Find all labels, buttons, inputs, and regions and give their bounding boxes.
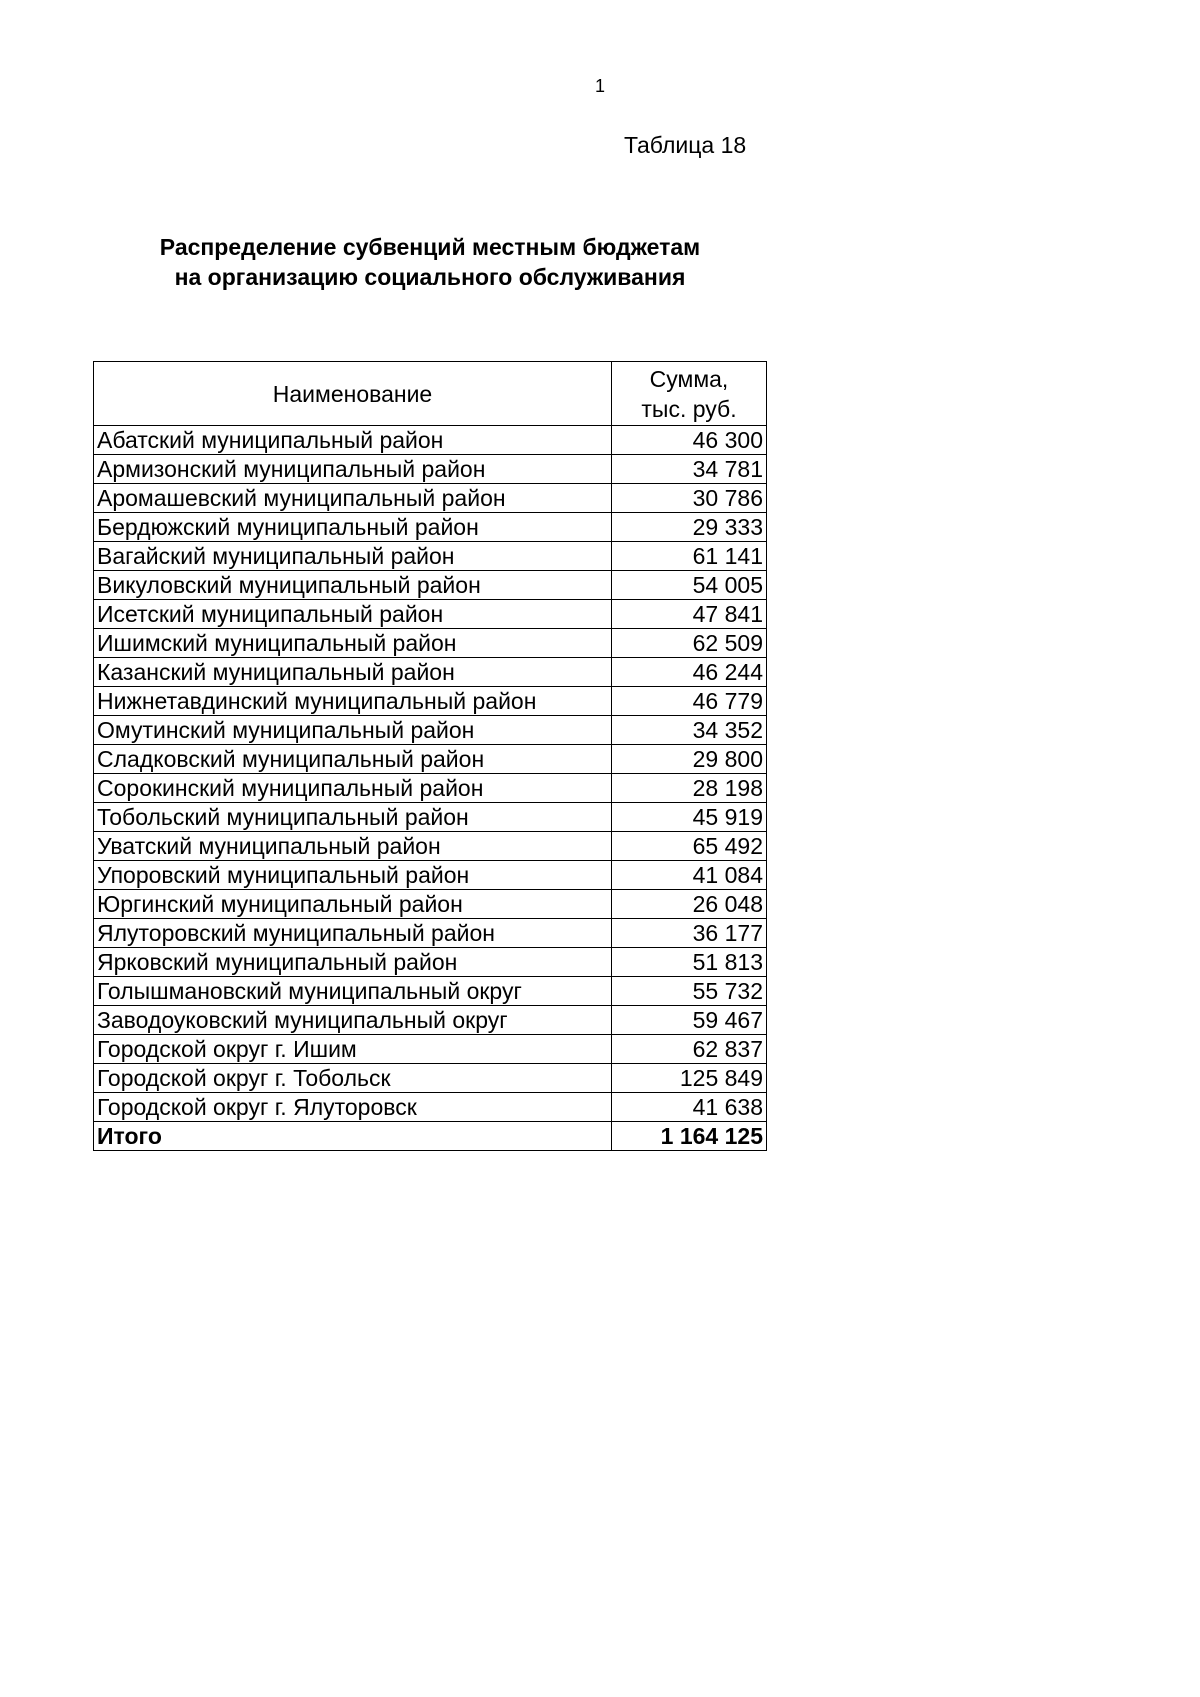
table-row [94,629,767,658]
table-row [94,484,767,513]
row-sum: 26 048 [612,890,767,919]
row-name: Голышмановский муниципальный округ [94,977,612,1006]
row-name: Юргинский муниципальный район [94,890,612,919]
row-sum: 41 084 [612,861,767,890]
table-row [94,977,767,1006]
row-name: Ишимский муниципальный район [94,629,612,658]
row-name: Викуловский муниципальный район [94,571,612,600]
table-header-row [94,362,767,426]
table-row [94,774,767,803]
row-sum: 62 509 [612,629,767,658]
row-sum: 36 177 [612,919,767,948]
table-row [94,745,767,774]
table-row [94,513,767,542]
row-sum: 46 300 [612,426,767,455]
row-name: Армизонский муниципальный район [94,455,612,484]
table-row [94,542,767,571]
row-sum: 29 333 [612,513,767,542]
total-label: Итого [94,1122,612,1151]
row-sum: 45 919 [612,803,767,832]
table-row [94,716,767,745]
row-name: Вагайский муниципальный район [94,542,612,571]
row-name: Тобольский муниципальный район [94,803,612,832]
row-name: Бердюжский муниципальный район [94,513,612,542]
title-line-1: Распределение субвенций местным бюджетам [159,234,701,260]
row-name: Ярковский муниципальный район [94,948,612,977]
row-sum: 46 244 [612,658,767,687]
allocation-table [93,361,767,1151]
row-name: Абатский муниципальный район [94,426,612,455]
row-sum: 46 779 [612,687,767,716]
table-label: Таблица 18 [624,132,747,158]
row-name: Казанский муниципальный район [94,658,612,687]
row-sum: 28 198 [612,774,767,803]
row-name: Сорокинский муниципальный район [94,774,612,803]
row-name: Городской округ г. Ялуторовск [94,1093,612,1122]
row-name: Городской округ г. Ишим [94,1035,612,1064]
row-sum: 125 849 [612,1064,767,1093]
row-name: Аромашевский муниципальный район [94,484,612,513]
row-sum: 51 813 [612,948,767,977]
table-row [94,832,767,861]
table-row [94,1093,767,1122]
row-sum: 34 352 [612,716,767,745]
row-name: Омутинский муниципальный район [94,716,612,745]
row-name: Исетский муниципальный район [94,600,612,629]
document-title [80,232,780,292]
table-row [94,890,767,919]
table-row [94,948,767,977]
row-sum: 41 638 [612,1093,767,1122]
title-line-2: на организацию социального обслуживания [174,264,686,290]
row-sum: 65 492 [612,832,767,861]
page-number: 1 [594,76,605,96]
table-body [94,426,767,1151]
row-name: Нижнетавдинский муниципальный район [94,687,612,716]
table-row [94,658,767,687]
total-sum: 1 164 125 [612,1122,767,1151]
row-sum: 30 786 [612,484,767,513]
table-row [94,861,767,890]
header-sum [612,362,767,426]
row-sum: 47 841 [612,600,767,629]
table-row [94,600,767,629]
row-name: Упоровский муниципальный район [94,861,612,890]
row-name: Заводоуковский муниципальный округ [94,1006,612,1035]
header-sum-line-1: Сумма, [649,365,729,392]
row-name: Ялуторовский муниципальный район [94,919,612,948]
row-sum: 55 732 [612,977,767,1006]
row-sum: 34 781 [612,455,767,484]
row-sum: 62 837 [612,1035,767,1064]
table-row [94,455,767,484]
table-row [94,803,767,832]
row-sum: 54 005 [612,571,767,600]
row-sum: 29 800 [612,745,767,774]
header-name: Наименование [94,362,612,426]
row-sum: 59 467 [612,1006,767,1035]
total-row [94,1122,767,1151]
table-row [94,687,767,716]
table-row [94,571,767,600]
table-row [94,426,767,455]
header-sum-line-2: тыс. руб. [641,395,737,422]
table-row [94,919,767,948]
row-sum: 61 141 [612,542,767,571]
table-row [94,1006,767,1035]
table-row [94,1035,767,1064]
table-row [94,1064,767,1093]
row-name: Сладковский муниципальный район [94,745,612,774]
row-name: Уватский муниципальный район [94,832,612,861]
row-name: Городской округ г. Тобольск [94,1064,612,1093]
